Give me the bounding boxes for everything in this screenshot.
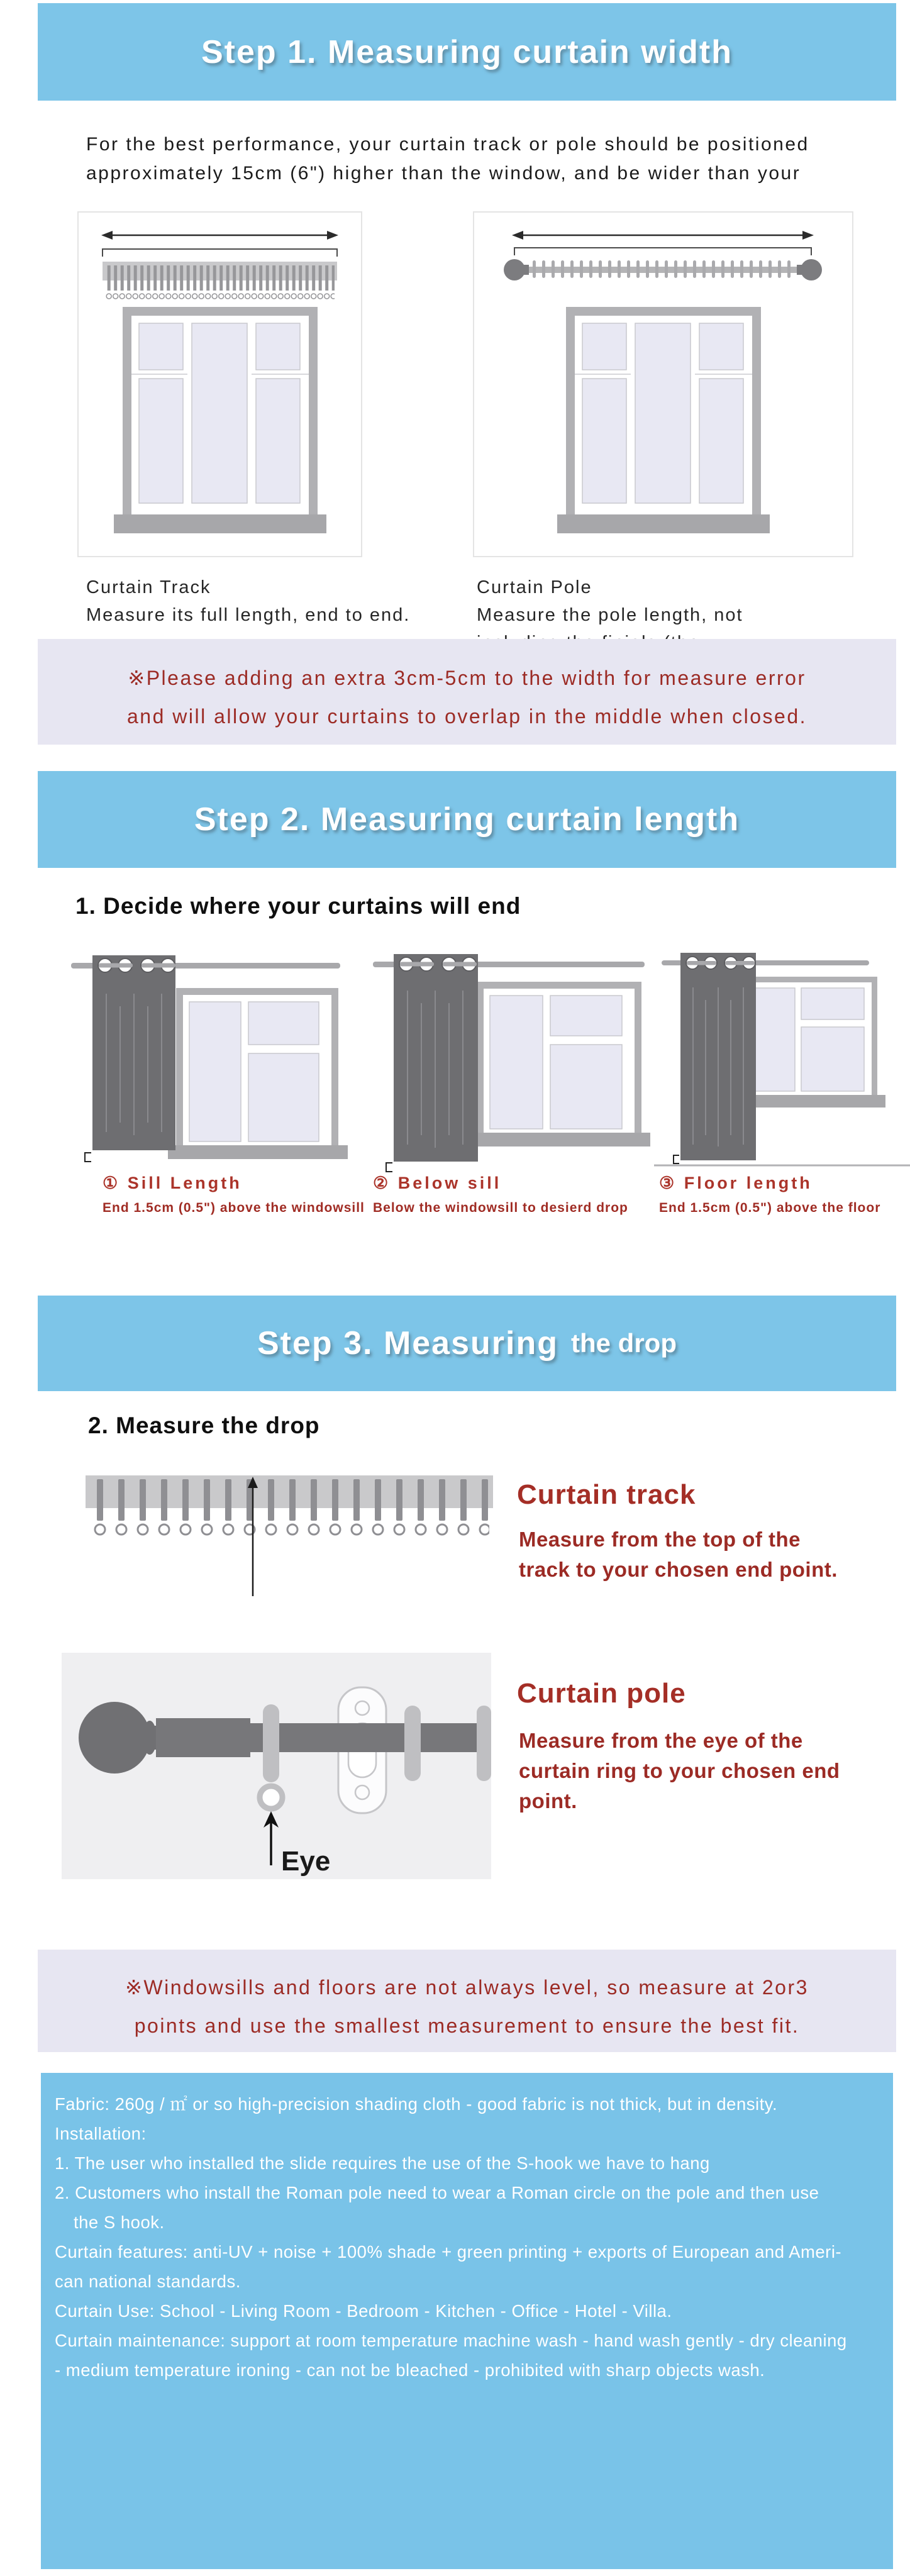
level-note-line2: points and use the smallest measurement to ensure the best fit. <box>134 2014 800 2037</box>
curtain-track-closeup <box>86 1472 493 1601</box>
option2-title: ② Below sill <box>373 1174 502 1192</box>
width-arrow-icon <box>101 231 338 240</box>
option2-desc: Below the windowsill to desierd drop <box>373 1201 628 1215</box>
window-illustration <box>557 307 770 533</box>
step2-banner <box>38 771 896 868</box>
step3-banner-title: Step 3. Measuring <box>257 1325 558 1362</box>
info-maintenance2: - medium temperature ironing - can not be bleached - prohibited with sharp objects wash. <box>55 2360 765 2380</box>
measure-mark <box>85 1153 91 1162</box>
option3-title: ③ Floor length <box>659 1174 813 1192</box>
pole-finial-left <box>504 259 525 280</box>
step1-banner <box>38 3 896 101</box>
curtain-track-caption <box>86 574 410 629</box>
track-instr-line1: Measure from the top of the <box>519 1528 801 1551</box>
track-hooks <box>89 1479 489 1537</box>
floor-length-illustration <box>654 947 910 1174</box>
pole-instr-line1: Measure from the eye of the <box>519 1729 803 1752</box>
width-arrow-icon <box>512 231 814 240</box>
step3-heading: 2. Measure the drop <box>88 1413 320 1438</box>
curtain-pole-diagram <box>473 211 853 557</box>
measure-bracket <box>514 248 811 255</box>
option1-title: ① Sill Length <box>103 1174 242 1192</box>
step2-heading: 1. Decide where your curtains will end <box>75 893 521 919</box>
step1-intro-line1: For the best performance, your curtain track or pole should be positioned <box>86 134 809 155</box>
measure-mark <box>674 1155 679 1163</box>
curtain-pole-title: Curtain pole <box>517 1678 686 1709</box>
step1-intro-line2: approximately 15cm (6") higher than the window, and be wider than your <box>86 163 801 184</box>
curtain-pole-desc-line1: Measure the pole length, not <box>477 605 743 625</box>
window-sill <box>114 514 326 533</box>
window-illustration <box>468 982 650 1146</box>
option-sill-length <box>103 1174 365 1216</box>
window-sill <box>557 514 770 533</box>
window-with-track-illustration <box>79 213 361 556</box>
curtain-track-strip <box>103 262 337 304</box>
window-illustration <box>168 988 348 1159</box>
step1-intro <box>86 130 809 188</box>
measure-bracket <box>103 249 337 257</box>
info-install-step2: 2. Customers who install the Roman pole need to wear a Roman circle on the pole and then use <box>55 2183 819 2202</box>
info-features2: can national standards. <box>55 2272 241 2291</box>
curtain-panel <box>92 955 175 1150</box>
option1-desc: End 1.5cm (0.5") above the windowsill <box>103 1201 365 1215</box>
window-with-pole-illustration <box>474 213 852 556</box>
info-install-step1: 1. The user who installed the slide requires the use of the S-hook we have to hang <box>55 2153 710 2173</box>
info-fabric: Fabric: 260g / ㎡ or so high-precision shading cloth - good fabric is not thick, but in density. <box>55 2094 778 2114</box>
window-illustration <box>114 307 326 533</box>
curtain-pole-closeup <box>62 1653 491 1879</box>
curtain-pole-instructions <box>519 1726 840 1816</box>
curtain-track-label: Curtain Track <box>86 577 211 597</box>
sill-length-illustration <box>60 947 355 1174</box>
curtain-pole-rod <box>504 259 822 280</box>
curtain-track-desc: Measure its full length, end to end. <box>86 605 411 625</box>
track-instr-line2: track to your chosen end point. <box>519 1558 838 1581</box>
curtain-panel <box>680 953 756 1160</box>
width-note-line2: and will allow your curtains to overlap in the middle when closed. <box>126 705 807 728</box>
level-measure-note <box>38 1950 896 2052</box>
width-note-line1: ※Please adding an extra 3cm-5cm to the width for measure error <box>128 667 806 689</box>
step3-banner-subtitle: the drop <box>571 1328 677 1358</box>
info-features: Curtain features: anti-UV + noise + 100% shade + green printing + exports of European and Ameri- <box>55 2242 842 2262</box>
pole-instr-line3: point. <box>519 1789 577 1813</box>
info-maintenance: Curtain maintenance: support at room temperature machine wash - hand wash gently - dry cleaning <box>55 2331 847 2350</box>
pole-instr-line2: curtain ring to your chosen end <box>519 1759 840 1782</box>
info-install-step2b: the S hook. <box>74 2212 165 2232</box>
window-sill <box>468 1133 650 1146</box>
eye-label: Eye <box>281 1846 331 1877</box>
window-sill <box>735 1095 885 1108</box>
below-sill-illustration <box>363 947 654 1174</box>
pole-finial-right <box>801 259 822 280</box>
curtain-track-title: Curtain track <box>517 1479 696 1510</box>
product-info-box <box>41 2073 893 2569</box>
option3-desc: End 1.5cm (0.5") above the floor <box>659 1201 881 1215</box>
info-installation: Installation: <box>55 2124 147 2143</box>
window-sill <box>168 1145 348 1159</box>
option-floor-length <box>659 1174 880 1216</box>
curtain-track-instructions <box>519 1524 838 1585</box>
curtain-track-diagram <box>77 211 362 557</box>
step3-banner <box>38 1296 896 1391</box>
level-note-line1: ※Windowsills and floors are not always level, so measure at 2or3 <box>125 1976 809 1999</box>
window-illustration <box>735 977 885 1108</box>
step1-banner-title: Step 1. Measuring curtain width <box>201 33 733 70</box>
option-below-sill <box>373 1174 628 1216</box>
ring-eye <box>260 1786 282 1809</box>
measure-mark <box>386 1163 392 1172</box>
curtain-panel <box>394 954 478 1162</box>
width-measure-note <box>38 639 896 745</box>
curtain-pole-label: Curtain Pole <box>477 577 592 597</box>
info-use: Curtain Use: School - Living Room - Bedroom - Kitchen - Office - Hotel - Villa. <box>55 2301 672 2321</box>
step2-banner-title: Step 2. Measuring curtain length <box>194 801 740 838</box>
pole-finial <box>79 1702 150 1774</box>
